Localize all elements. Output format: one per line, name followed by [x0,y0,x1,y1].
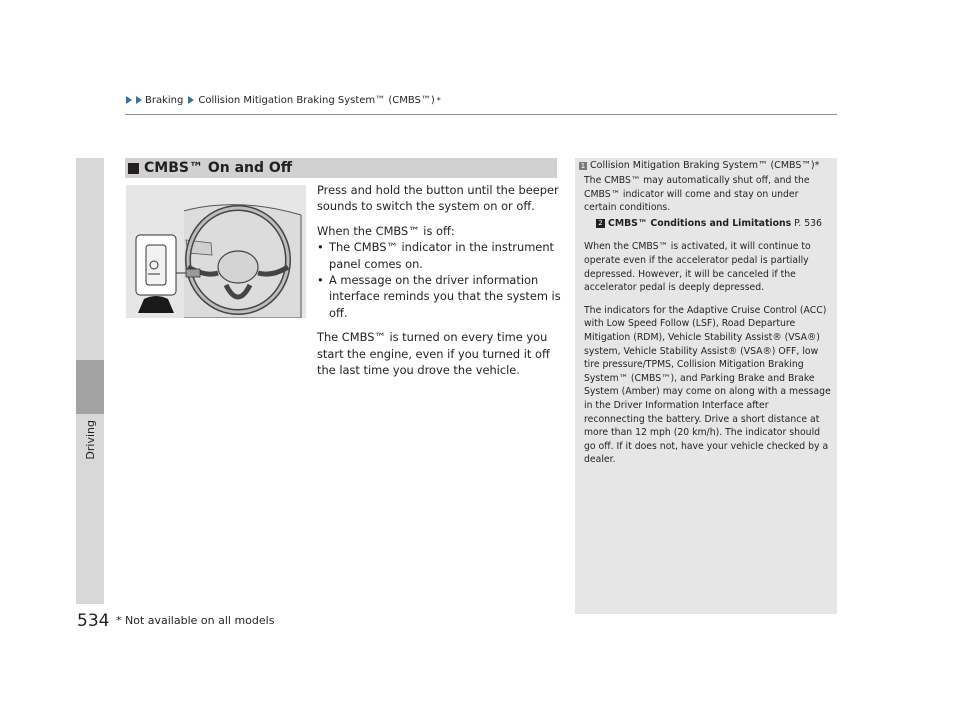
footnote: * Not available on all models [116,614,275,627]
header-rule [125,114,837,115]
breadcrumb-arrow-icon [136,96,142,104]
dashboard-drawing [126,185,306,318]
page-number: 534 [77,611,110,631]
intro-paragraph: Press and hold the button until the beeper sounds to switch the system on or off. [317,183,559,214]
breadcrumb-item-cmbs[interactable]: Collision Mitigation Braking System™ (CMBS™) [198,94,435,106]
chapter-tab-label: Driving [84,420,97,460]
main-body [317,182,562,386]
breadcrumb [125,93,441,107]
breadcrumb-asterisk: * [436,95,441,105]
note-paragraph-3: The indicators for the Adaptive Cruise Control (ACC) with Low Speed Follow (LSF), Road Departure Mitigation (RDM), Vehicle Stability Assist® (VSA®) system, Vehicle Stability Assist® (VSA®) OFF, low tire pressure/TPMS, Collision Mitigation Braking System™ (CMBS™), and Parking Brake and Brake System (Amber) may come on along with a message in the Driver Information Interface after reconnecting the battery. Drive a short distance at more than 12 mph (20 km/h). The indicator should go off. If it does not, have your vehicle checked by a dealer. [584,304,831,466]
chapter-tab-marker [76,360,104,414]
section-square-icon [128,163,139,174]
closing-paragraph: The CMBS™ is turned on every time you start the engine, even if you turned it off the last time you drove the vehicle. [317,330,550,378]
note-paragraph-1: The CMBS™ may automatically shut off, and the CMBS™ indicator will come and stay on under certain conditions. [584,175,810,214]
breadcrumb-item-braking[interactable]: Braking [145,94,184,106]
note-paragraph-2: When the CMBS™ is activated, it will continue to operate even if the accelerator pedal is partially depressed. However, it will be canceled if the accelerator pedal is deeply depressed. [584,241,811,294]
side-note-body [584,174,831,476]
section-heading [125,158,557,178]
when-off-paragraph: When the CMBS™ is off: [317,223,455,238]
note-number-badge: 1 [580,161,586,170]
cross-reference-icon: 2 [596,219,605,228]
list-item: • The CMBS™ indicator in the instrument panel comes on. [317,239,562,272]
cross-reference-page: P. 536 [794,217,822,229]
when-off-list [317,239,562,321]
side-note-title-text: Collision Mitigation Braking System™ (CMBS™)* [590,160,820,171]
steering-wheel-illustration [126,185,306,318]
list-item: • A message on the driver information interface reminds you that the system is off. [317,272,562,321]
breadcrumb-arrow-icon [188,96,194,104]
section-title: CMBS™ On and Off [144,160,293,176]
breadcrumb-arrow-icon [126,96,132,104]
cross-reference-label: CMBS™ Conditions and Limitations [608,217,792,229]
cross-reference-link[interactable] [584,217,831,231]
side-note-title [579,160,819,171]
